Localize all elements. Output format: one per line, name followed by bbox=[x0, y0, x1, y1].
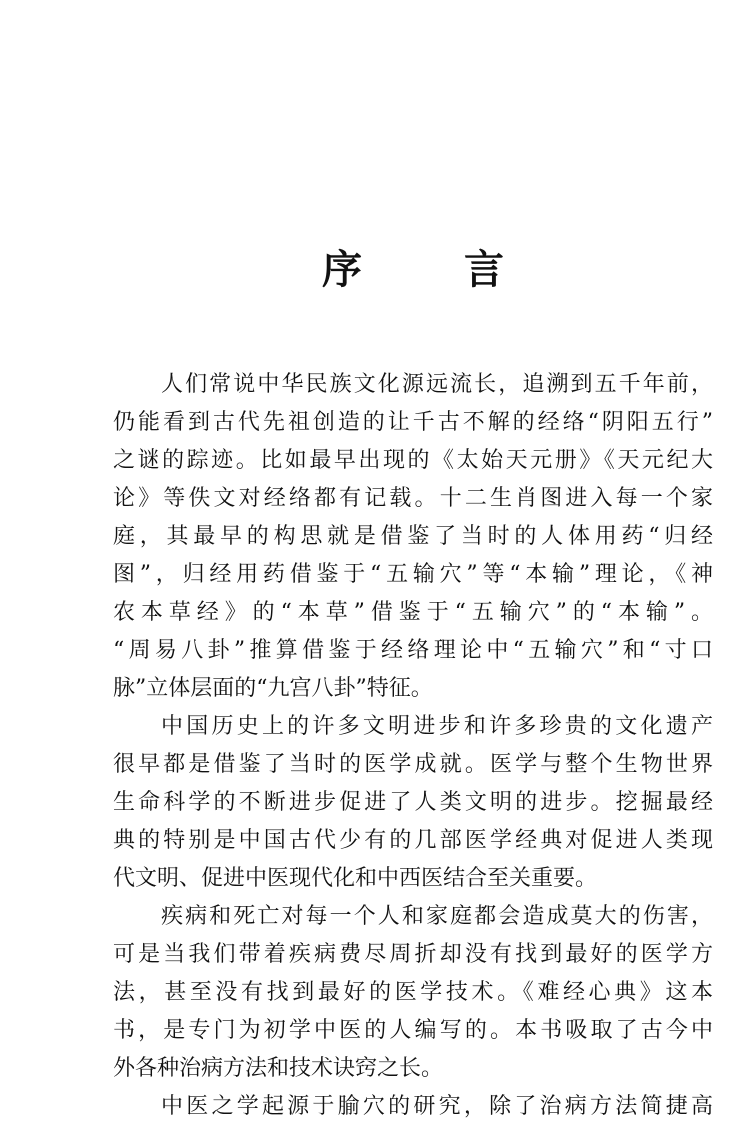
text-line: 图”，归经用药借鉴于“五输穴”等“本输”理论，《神 bbox=[113, 562, 713, 587]
page-title bbox=[0, 240, 746, 300]
text-line: 农本草经》的“本草”借鉴于“五输穴”的“本输”。 bbox=[113, 600, 713, 625]
preface-body bbox=[113, 366, 713, 1126]
text-line: 庭，其最早的构思就是借鉴了当时的人体用药“归经 bbox=[113, 524, 713, 549]
text-line: 生命科学的不断进步促进了人类文明的进步。挖掘最经 bbox=[113, 790, 713, 815]
text-line: 很早都是借鉴了当时的医学成就。医学与整个生物世界 bbox=[113, 752, 713, 777]
text-line: 法，甚至没有找到最好的医学技术。《难经心典》这本 bbox=[113, 980, 713, 1005]
text-line: “周易八卦”推算借鉴于经络理论中“五输穴”和“寸口 bbox=[113, 638, 713, 663]
text-line: 可是当我们带着疾病费尽周折却没有找到最好的医学方 bbox=[113, 942, 713, 967]
text-line: 代文明、促进中医现代化和中西医结合至关重要。 bbox=[113, 866, 598, 891]
text-line: 之谜的踪迹。比如最早出现的《太始天元册》《天元纪大 bbox=[113, 448, 713, 473]
text-line: 中国历史上的许多文明进步和许多珍贵的文化遗产 bbox=[161, 714, 713, 739]
text-line: 书，是专门为初学中医的人编写的。本书吸取了古今中 bbox=[113, 1018, 713, 1043]
text-line: 脉”立体层面的“九宫八卦”特征。 bbox=[113, 676, 433, 701]
title-char-2: 言 bbox=[464, 246, 504, 293]
title-char-1: 序 bbox=[322, 246, 362, 293]
text-line: 人们常说中华民族文化源远流长，追溯到五千年前， bbox=[161, 372, 713, 397]
text-line: 中医之学起源于腧穴的研究，除了治病方法简捷高 bbox=[161, 1094, 713, 1119]
text-line: 外各种治病方法和技术诀窍之长。 bbox=[113, 1056, 444, 1081]
text-line: 典的特别是中国古代少有的几部医学经典对促进人类现 bbox=[113, 828, 713, 853]
text-line: 论》等佚文对经络都有记载。十二生肖图进入每一个家 bbox=[113, 486, 713, 511]
text-line: 仍能看到古代先祖创造的让千古不解的经络“阴阳五行” bbox=[113, 410, 713, 435]
text-line: 疾病和死亡对每一个人和家庭都会造成莫大的伤害， bbox=[161, 904, 713, 929]
